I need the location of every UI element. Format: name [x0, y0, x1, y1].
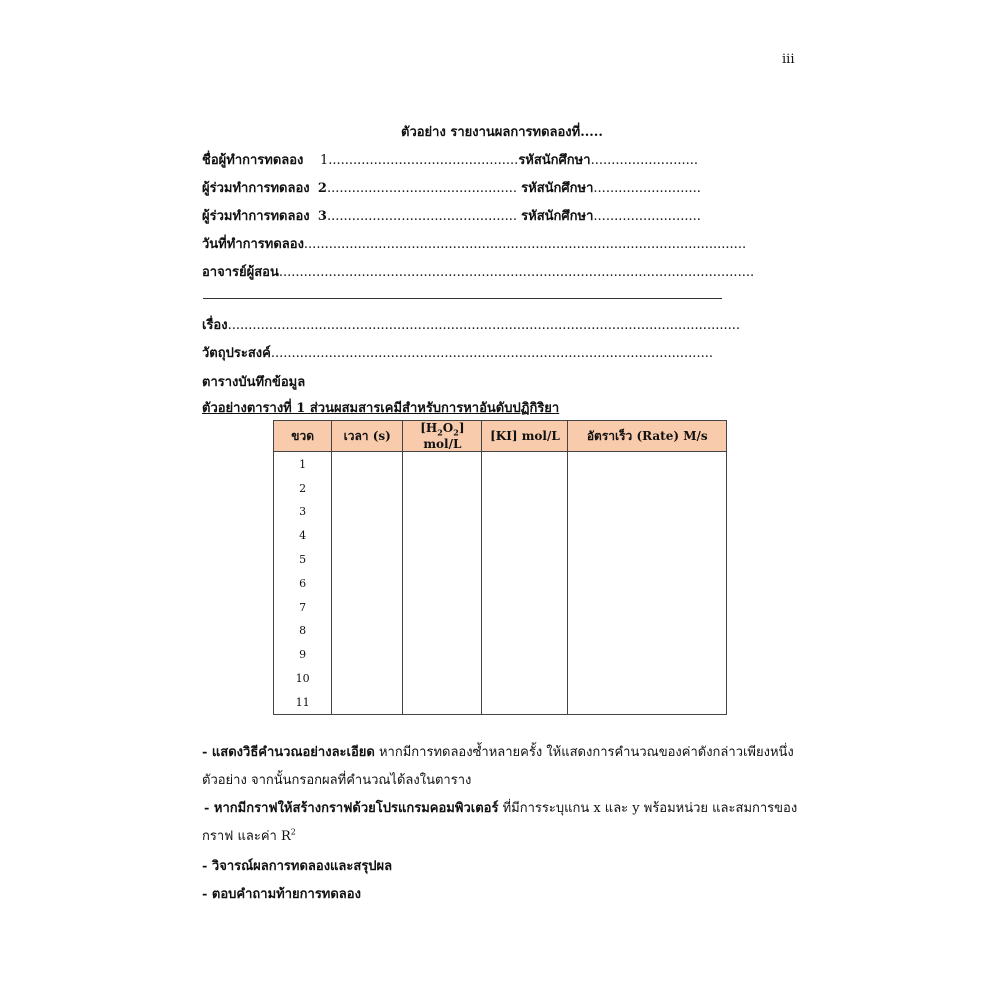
cell-time[interactable] — [332, 595, 403, 619]
cell-ki[interactable] — [482, 690, 568, 714]
cell-rate[interactable] — [568, 524, 727, 548]
experimenter-id-label: รหัสนักศึกษา — [518, 153, 591, 168]
note-calculation-continued: ตัวอย่าง จากนั้นกรอกผลที่คำนวณได้ลงในตาราง — [202, 773, 472, 788]
cell-rate[interactable] — [568, 548, 727, 572]
cell-ki[interactable] — [482, 524, 568, 548]
cell-h2o2[interactable] — [403, 476, 482, 500]
table-row — [274, 500, 727, 524]
cell-time[interactable] — [332, 548, 403, 572]
cell-h2o2[interactable] — [403, 452, 482, 476]
co-experimenter-1-number: 2 — [317, 181, 327, 196]
table-header-row — [274, 421, 727, 452]
date-blank[interactable]: ........................................................................................................... — [303, 237, 747, 252]
data-table — [273, 420, 727, 715]
cell-bottle: 6 — [274, 571, 332, 595]
subject-field — [202, 314, 740, 335]
cell-time[interactable] — [332, 690, 403, 714]
cell-time[interactable] — [332, 667, 403, 691]
header-h2o2-prefix: [H — [420, 421, 438, 435]
note-calculation-bold: - แสดงวิธีคำนวณอย่างละเอียด — [202, 745, 375, 760]
table-row — [274, 548, 727, 572]
note-graph-cont-text: กราฟ และค่า R — [202, 829, 291, 844]
cell-time[interactable] — [332, 571, 403, 595]
subject-label: เรื่อง — [202, 318, 228, 333]
cell-rate[interactable] — [568, 690, 727, 714]
co-experimenter-1-id-label: รหัสนักศึกษา — [521, 181, 594, 196]
table-row — [274, 667, 727, 691]
header-bottle: ขวด — [274, 421, 332, 452]
cell-h2o2[interactable] — [403, 524, 482, 548]
co-experimenter-2-label: ผู้ร่วมทำการทดลอง — [202, 209, 310, 224]
cell-h2o2[interactable] — [403, 667, 482, 691]
cell-ki[interactable] — [482, 548, 568, 572]
cell-h2o2[interactable] — [403, 548, 482, 572]
co-experimenter-1-field — [202, 177, 701, 198]
table-row — [274, 690, 727, 714]
instructor-label: อาจารย์ผู้สอน — [202, 265, 279, 280]
co-experimenter-2-id-label: รหัสนักศึกษา — [521, 209, 594, 224]
cell-time[interactable] — [332, 500, 403, 524]
note-graph-sup: 2 — [290, 827, 296, 837]
record-heading: ตารางบันทึกข้อมูล — [202, 375, 306, 390]
table-row — [274, 452, 727, 476]
cell-rate[interactable] — [568, 500, 727, 524]
experimenter-name-blank[interactable]: .............................................. — [328, 153, 519, 168]
cell-h2o2[interactable] — [403, 690, 482, 714]
cell-time[interactable] — [332, 452, 403, 476]
note-calculation — [202, 741, 794, 762]
table-body — [274, 452, 727, 715]
note-discussion-bold: - วิจารณ์ผลการทดลองและสรุปผล — [202, 859, 393, 874]
header-h2o2-sub2: 2 — [453, 427, 459, 438]
cell-ki[interactable] — [482, 643, 568, 667]
cell-ki[interactable] — [482, 476, 568, 500]
cell-rate[interactable] — [568, 643, 727, 667]
note-calculation-rest: หากมีการทดลองซ้ำหลายครั้ง ให้แสดงการคำนวณของค่าดังกล่าวเพียงหนึ่ง — [374, 745, 794, 760]
note-graph-continued — [202, 825, 296, 846]
table-row — [274, 595, 727, 619]
instructor-blank[interactable]: ................................................................................................................... — [278, 265, 755, 280]
note-questions — [202, 883, 361, 904]
cell-ki[interactable] — [482, 619, 568, 643]
cell-h2o2[interactable] — [403, 619, 482, 643]
cell-ki[interactable] — [482, 500, 568, 524]
table-row — [274, 643, 727, 667]
page-number: iii — [782, 52, 795, 67]
cell-rate[interactable] — [568, 452, 727, 476]
header-h2o2 — [403, 421, 482, 452]
cell-bottle: 4 — [274, 524, 332, 548]
note-graph-rest: ที่มีการระบุแกน x และ y พร้อมหน่วย และสมการของ — [498, 801, 798, 816]
header-h2o2-mid: O — [442, 421, 454, 435]
experimenter-field — [202, 149, 698, 170]
note-graph — [204, 797, 797, 818]
cell-time[interactable] — [332, 619, 403, 643]
cell-bottle: 1 — [274, 452, 332, 476]
cell-bottle: 2 — [274, 476, 332, 500]
cell-bottle: 9 — [274, 643, 332, 667]
cell-time[interactable] — [332, 476, 403, 500]
experimenter-id-blank[interactable]: .......................... — [590, 153, 699, 168]
date-label: วันที่ทำการทดลอง — [202, 237, 304, 252]
cell-h2o2[interactable] — [403, 500, 482, 524]
objective-field — [202, 342, 713, 363]
co-experimenter-1-label: ผู้ร่วมทำการทดลอง — [202, 181, 310, 196]
cell-time[interactable] — [332, 643, 403, 667]
experimenter-label: ชื่อผู้ทำการทดลอง — [202, 153, 304, 168]
cell-ki[interactable] — [482, 571, 568, 595]
subject-blank[interactable]: ............................................................................................................................ — [227, 318, 741, 333]
cell-rate[interactable] — [568, 667, 727, 691]
cell-bottle: 8 — [274, 619, 332, 643]
cell-rate[interactable] — [568, 595, 727, 619]
objective-label: วัตถุประสงค์ — [202, 346, 271, 361]
cell-rate[interactable] — [568, 476, 727, 500]
cell-bottle: 5 — [274, 548, 332, 572]
co-experimenter-2-number: 3 — [317, 209, 327, 224]
table-row — [274, 476, 727, 500]
header-h2o2-suffix: ] mol/L — [423, 421, 465, 452]
cell-ki[interactable] — [482, 595, 568, 619]
co-experimenter-2-id-blank[interactable]: .......................... — [593, 209, 701, 224]
cell-rate[interactable] — [568, 571, 727, 595]
co-experimenter-2-name-blank[interactable]: .............................................. — [326, 209, 518, 224]
note-questions-bold: - ตอบคำถามท้ายการทดลอง — [202, 887, 361, 902]
cell-ki[interactable] — [482, 452, 568, 476]
header-ki: [KI] mol/L — [482, 421, 568, 452]
cell-h2o2[interactable] — [403, 643, 482, 667]
cell-bottle: 11 — [274, 690, 332, 714]
co-experimenter-1-name-blank[interactable]: .............................................. — [326, 181, 518, 196]
cell-bottle: 7 — [274, 595, 332, 619]
table-row — [274, 619, 727, 643]
objective-blank[interactable]: ........................................................................................................... — [270, 346, 713, 361]
table-caption: ตัวอย่างตารางที่ 1 ส่วนผสมสารเคมีสำหรับการหาอันดับปฏิกิริยา — [202, 401, 560, 416]
cell-ki[interactable] — [482, 667, 568, 691]
cell-rate[interactable] — [568, 619, 727, 643]
cell-bottle: 3 — [274, 500, 332, 524]
instructor-field — [202, 261, 754, 282]
header-time: เวลา (s) — [332, 421, 403, 452]
cell-h2o2[interactable] — [403, 595, 482, 619]
cell-time[interactable] — [332, 524, 403, 548]
experimenter-number: 1 — [319, 153, 329, 168]
note-graph-bold: - หากมีกราฟให้สร้างกราฟด้วยโปรแกรมคอมพิวเตอร์ — [204, 801, 499, 816]
document-title: ตัวอย่าง รายงานผลการทดลองที่..... — [401, 125, 603, 140]
cell-bottle: 10 — [274, 667, 332, 691]
table-row — [274, 524, 727, 548]
header-h2o2-sub1: 2 — [437, 427, 443, 438]
table-row — [274, 571, 727, 595]
co-experimenter-1-id-blank[interactable]: .......................... — [593, 181, 701, 196]
note-discussion — [202, 855, 392, 876]
header-rate: อัตราเร็ว (Rate) M/s — [568, 421, 727, 452]
cell-h2o2[interactable] — [403, 571, 482, 595]
date-field — [202, 233, 746, 254]
header-divider — [203, 298, 722, 299]
co-experimenter-2-field — [202, 205, 701, 226]
